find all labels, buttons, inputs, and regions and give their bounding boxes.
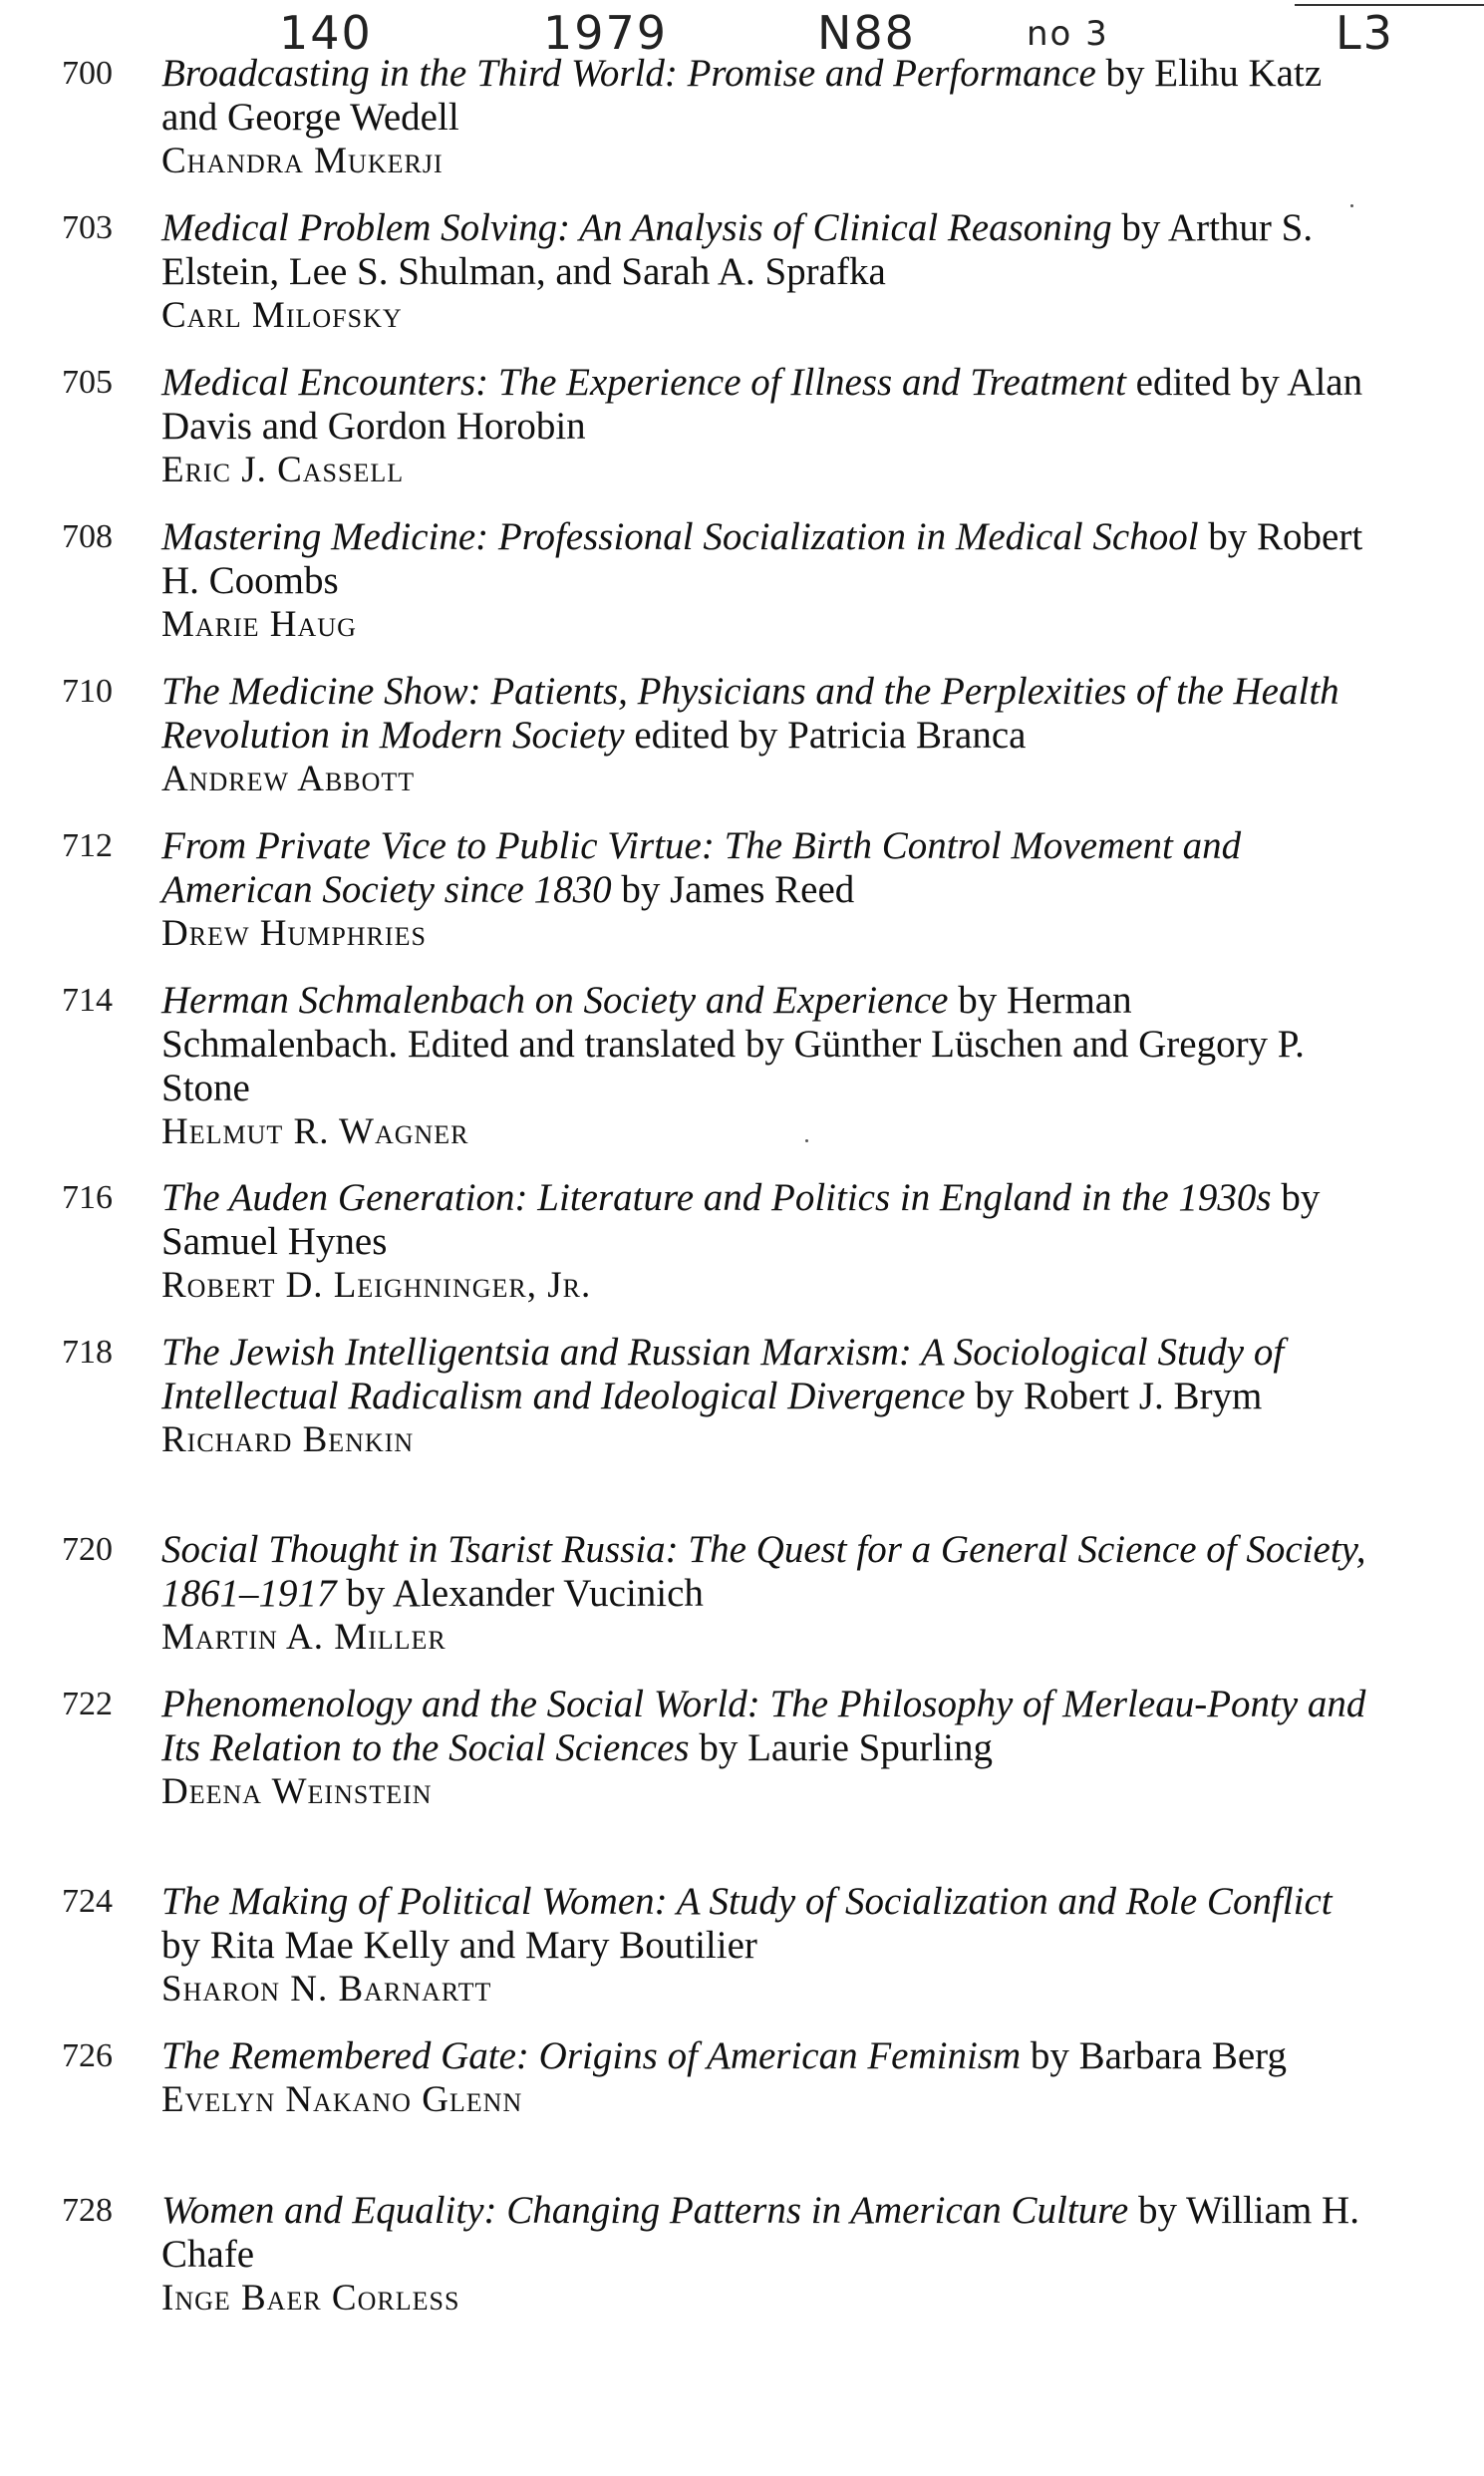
entry-body [161,1683,1367,1814]
entry-body [161,824,1367,956]
list-item [0,1880,1484,2034]
entry-body [161,1880,1367,2012]
entry-body [161,670,1367,801]
entry-number: 728 [62,2192,113,2229]
entry-number: 708 [62,518,113,555]
reviewer-name: Deena Weinstein [161,1771,433,1812]
reviewer-name: Helmut R. Wagner [161,1111,469,1152]
reviewer-name: Robert D. Leighninger, Jr. [161,1265,592,1306]
book-title: Herman Schmalenbach on Society and Experience [161,979,949,1022]
list-item [0,2034,1484,2189]
reviewer-name: Chandra Mukerji [161,141,444,181]
book-credit: by Herman Schmalenbach. Edited and translated by Günther Lüschen and Gregory P. Stone [161,979,1305,1109]
entry-number: 712 [62,827,113,864]
reviewer-name: Drew Humphries [161,913,427,954]
entry-body [161,1528,1367,1660]
book-title: The Remembered Gate: Origins of American Feminism [161,2034,1022,2077]
entry-body [161,361,1367,492]
book-credit: by James Reed [611,868,855,911]
entry-body [161,1176,1367,1308]
list-item [0,52,1484,206]
book-credit: edited by Patricia Branca [624,714,1027,757]
book-credit: edited by Alan Davis and Gordon Horobin [161,361,1363,448]
book-title: Mastering Medicine: Professional Socialization in Medical School [161,515,1199,558]
handwritten-part: N88 [817,6,916,60]
entry-body [161,1331,1367,1462]
entry-number: 722 [62,1686,113,1722]
entry-number: 703 [62,209,113,246]
list-item [0,1528,1484,1683]
review-list [0,52,1484,2343]
book-title: Medical Encounters: The Experience of Illness and Treatment [161,361,1126,404]
entry-number: 700 [62,55,113,92]
book-credit: by Robert H. Coombs [161,515,1363,602]
entry-body [161,979,1367,1154]
book-credit: by Barbara Berg [1021,2034,1287,2077]
handwritten-part: 140 [279,6,373,60]
entry-body [161,52,1367,183]
entry-number: 710 [62,673,113,710]
book-credit: by Laurie Spurling [689,1726,993,1769]
list-item [0,979,1484,1176]
handwritten-part: no 3 [1027,14,1109,54]
entry-number: 724 [62,1883,113,1920]
list-item [0,1683,1484,1880]
reviewer-name: Inge Baer Corless [161,2278,460,2319]
entry-number: 720 [62,1531,113,1568]
book-title: The Making of Political Women: A Study of Socialization and Role Conflict [161,1880,1333,1923]
entry-number: 726 [62,2037,113,2074]
entry-body [161,515,1367,647]
book-credit: by Robert J. Brym [965,1375,1263,1417]
book-title: The Auden Generation: Literature and Politics in England in the 1930s [161,1176,1272,1219]
entry-body [161,206,1367,338]
book-title: Social Thought in Tsarist Russia: The Quest for a General Science of Society, 1861–1917 [161,1528,1366,1615]
scan-speck [805,1139,808,1142]
book-title: The Jewish Intelligentsia and Russian Marxism: A Sociological Study of Intellectual Radicalism and Ideological Divergence [161,1331,1285,1417]
handwritten-part: L3 [1336,6,1394,60]
list-item [0,361,1484,515]
reviewer-name: Evelyn Nakano Glenn [161,2079,523,2120]
entry-number: 716 [62,1179,113,1216]
list-item [0,2189,1484,2343]
book-title: The Medicine Show: Patients, Physicians and the Perplexities of the Health Revolution in Modern Society [161,670,1339,757]
book-credit: by Rita Mae Kelly and Mary Boutilier [161,1924,757,1967]
book-credit: by Arthur S. Elstein, Lee S. Shulman, and Sarah A. Sprafka [161,206,1314,293]
reviewer-name: Carl Milofsky [161,295,403,336]
entry-number: 718 [62,1334,113,1371]
corner-rule [1295,4,1484,6]
list-item [0,824,1484,979]
list-item [0,1331,1484,1528]
entry-body [161,2189,1367,2321]
book-credit: by William H. Chafe [161,2189,1359,2276]
book-credit: by Elihu Katz and George Wedell [161,52,1323,139]
book-credit: by Alexander Vucinich [336,1572,704,1615]
book-title: Broadcasting in the Third World: Promise and Performance [161,52,1096,95]
list-item [0,515,1484,670]
list-item [0,1176,1484,1331]
entry-number: 705 [62,364,113,401]
reviewer-name: Sharon N. Barnartt [161,1969,492,2010]
entry-number: 714 [62,982,113,1019]
book-title: Phenomenology and the Social World: The Philosophy of Merleau-Ponty and Its Relation to the Social Sciences [161,1683,1366,1769]
reviewer-name: Richard Benkin [161,1419,415,1460]
book-title: Medical Problem Solving: An Analysis of Clinical Reasoning [161,206,1112,249]
reviewer-name: Marie Haug [161,604,357,645]
list-item [0,206,1484,361]
handwritten-part: 1979 [543,6,669,60]
book-title: From Private Vice to Public Virtue: The Birth Control Movement and American Society since 1830 [161,824,1242,911]
reviewer-name: Martin A. Miller [161,1617,446,1658]
entry-body [161,2034,1367,2122]
list-item [0,670,1484,824]
reviewer-name: Eric J. Cassell [161,450,405,490]
book-credit: by Samuel Hynes [161,1176,1321,1263]
reviewer-name: Andrew Abbott [161,759,416,799]
scan-speck [1350,204,1353,207]
book-title: Women and Equality: Changing Patterns in American Culture [161,2189,1129,2232]
